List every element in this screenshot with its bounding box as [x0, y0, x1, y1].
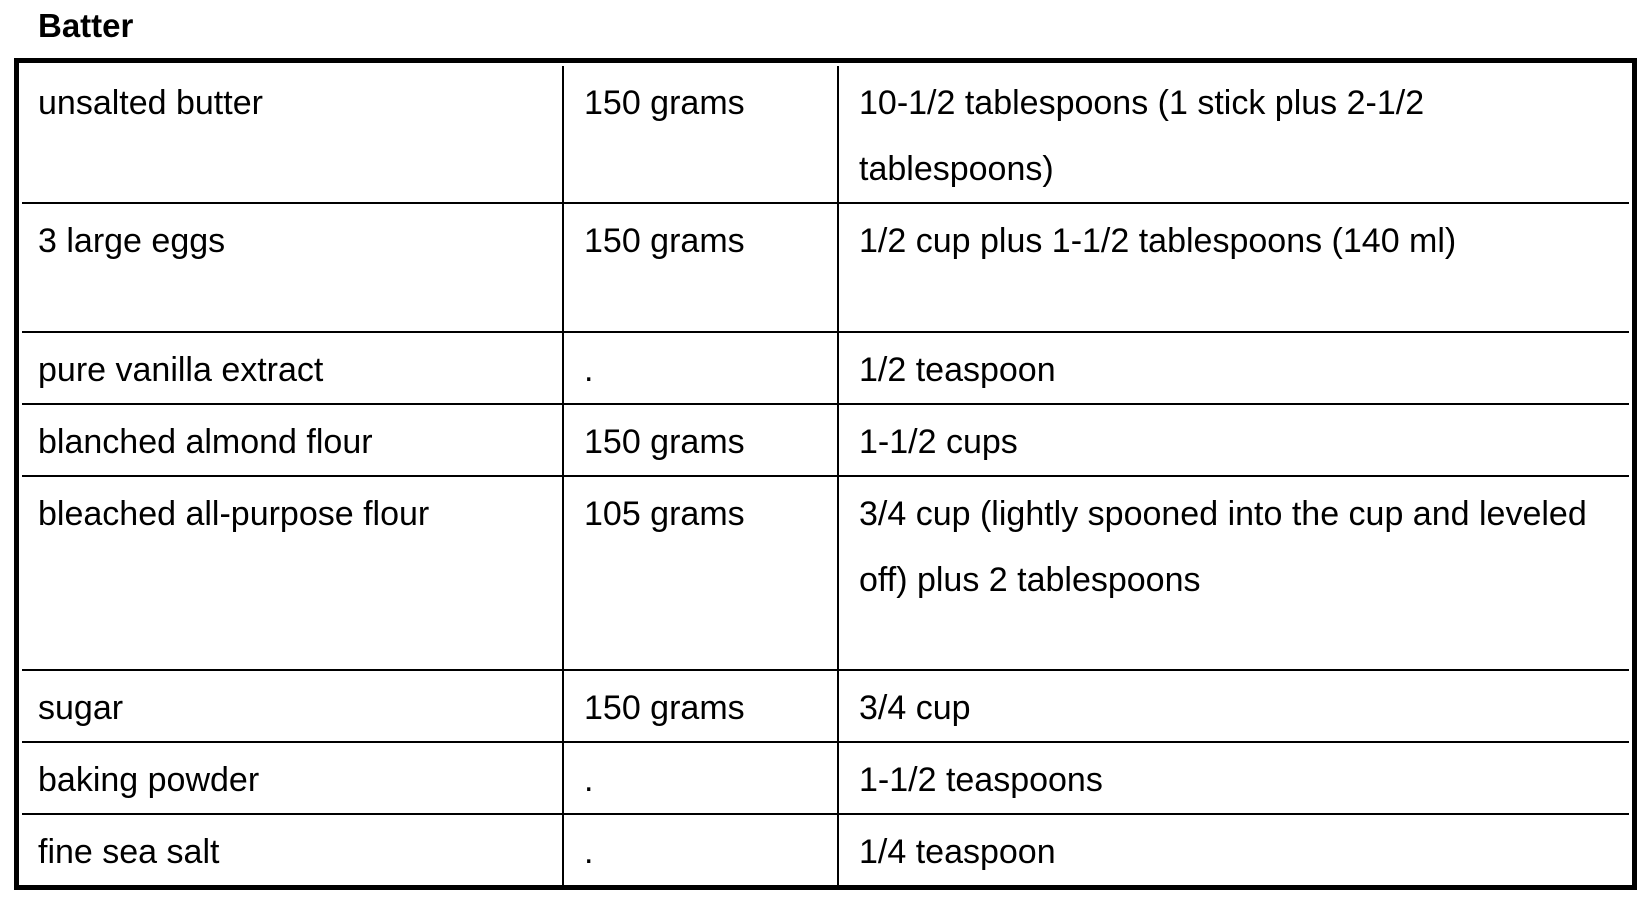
us-measure: 3/4 cup (lightly spooned into the cup and leveled off) plus 2 tablespoons — [838, 476, 1629, 670]
table-row — [22, 203, 1629, 332]
ingredients-table-frame — [14, 58, 1637, 890]
us-measure: 1-1/2 cups — [838, 404, 1629, 476]
metric-amount: . — [563, 814, 838, 885]
ingredient-name: 3 large eggs — [22, 203, 563, 332]
ingredient-name: sugar — [22, 670, 563, 742]
us-measure: 1-1/2 teaspoons — [838, 742, 1629, 814]
ingredients-table — [22, 66, 1629, 885]
table-row — [22, 670, 1629, 742]
us-measure: 1/2 teaspoon — [838, 332, 1629, 404]
metric-amount: 105 grams — [563, 476, 838, 670]
ingredient-name: bleached all-purpose flour — [22, 476, 563, 670]
section-heading: Batter — [38, 7, 134, 44]
table-row — [22, 66, 1629, 203]
metric-amount: . — [563, 742, 838, 814]
us-measure: 3/4 cup — [838, 670, 1629, 742]
us-measure: 1/4 teaspoon — [838, 814, 1629, 885]
ingredient-name: blanched almond flour — [22, 404, 563, 476]
metric-amount: 150 grams — [563, 66, 838, 203]
table-row — [22, 332, 1629, 404]
ingredient-name: unsalted butter — [22, 66, 563, 203]
ingredient-name: baking powder — [22, 742, 563, 814]
metric-amount: 150 grams — [563, 670, 838, 742]
us-measure: 10-1/2 tablespoons (1 stick plus 2-1/2 tablespoons) — [838, 66, 1629, 203]
table-row — [22, 742, 1629, 814]
table-row — [22, 814, 1629, 885]
table-row — [22, 476, 1629, 670]
metric-amount: 150 grams — [563, 404, 838, 476]
metric-amount: . — [563, 332, 838, 404]
ingredient-name: pure vanilla extract — [22, 332, 563, 404]
table-row — [22, 404, 1629, 476]
us-measure: 1/2 cup plus 1-1/2 tablespoons (140 ml) — [838, 203, 1629, 332]
ingredient-name: fine sea salt — [22, 814, 563, 885]
metric-amount: 150 grams — [563, 203, 838, 332]
